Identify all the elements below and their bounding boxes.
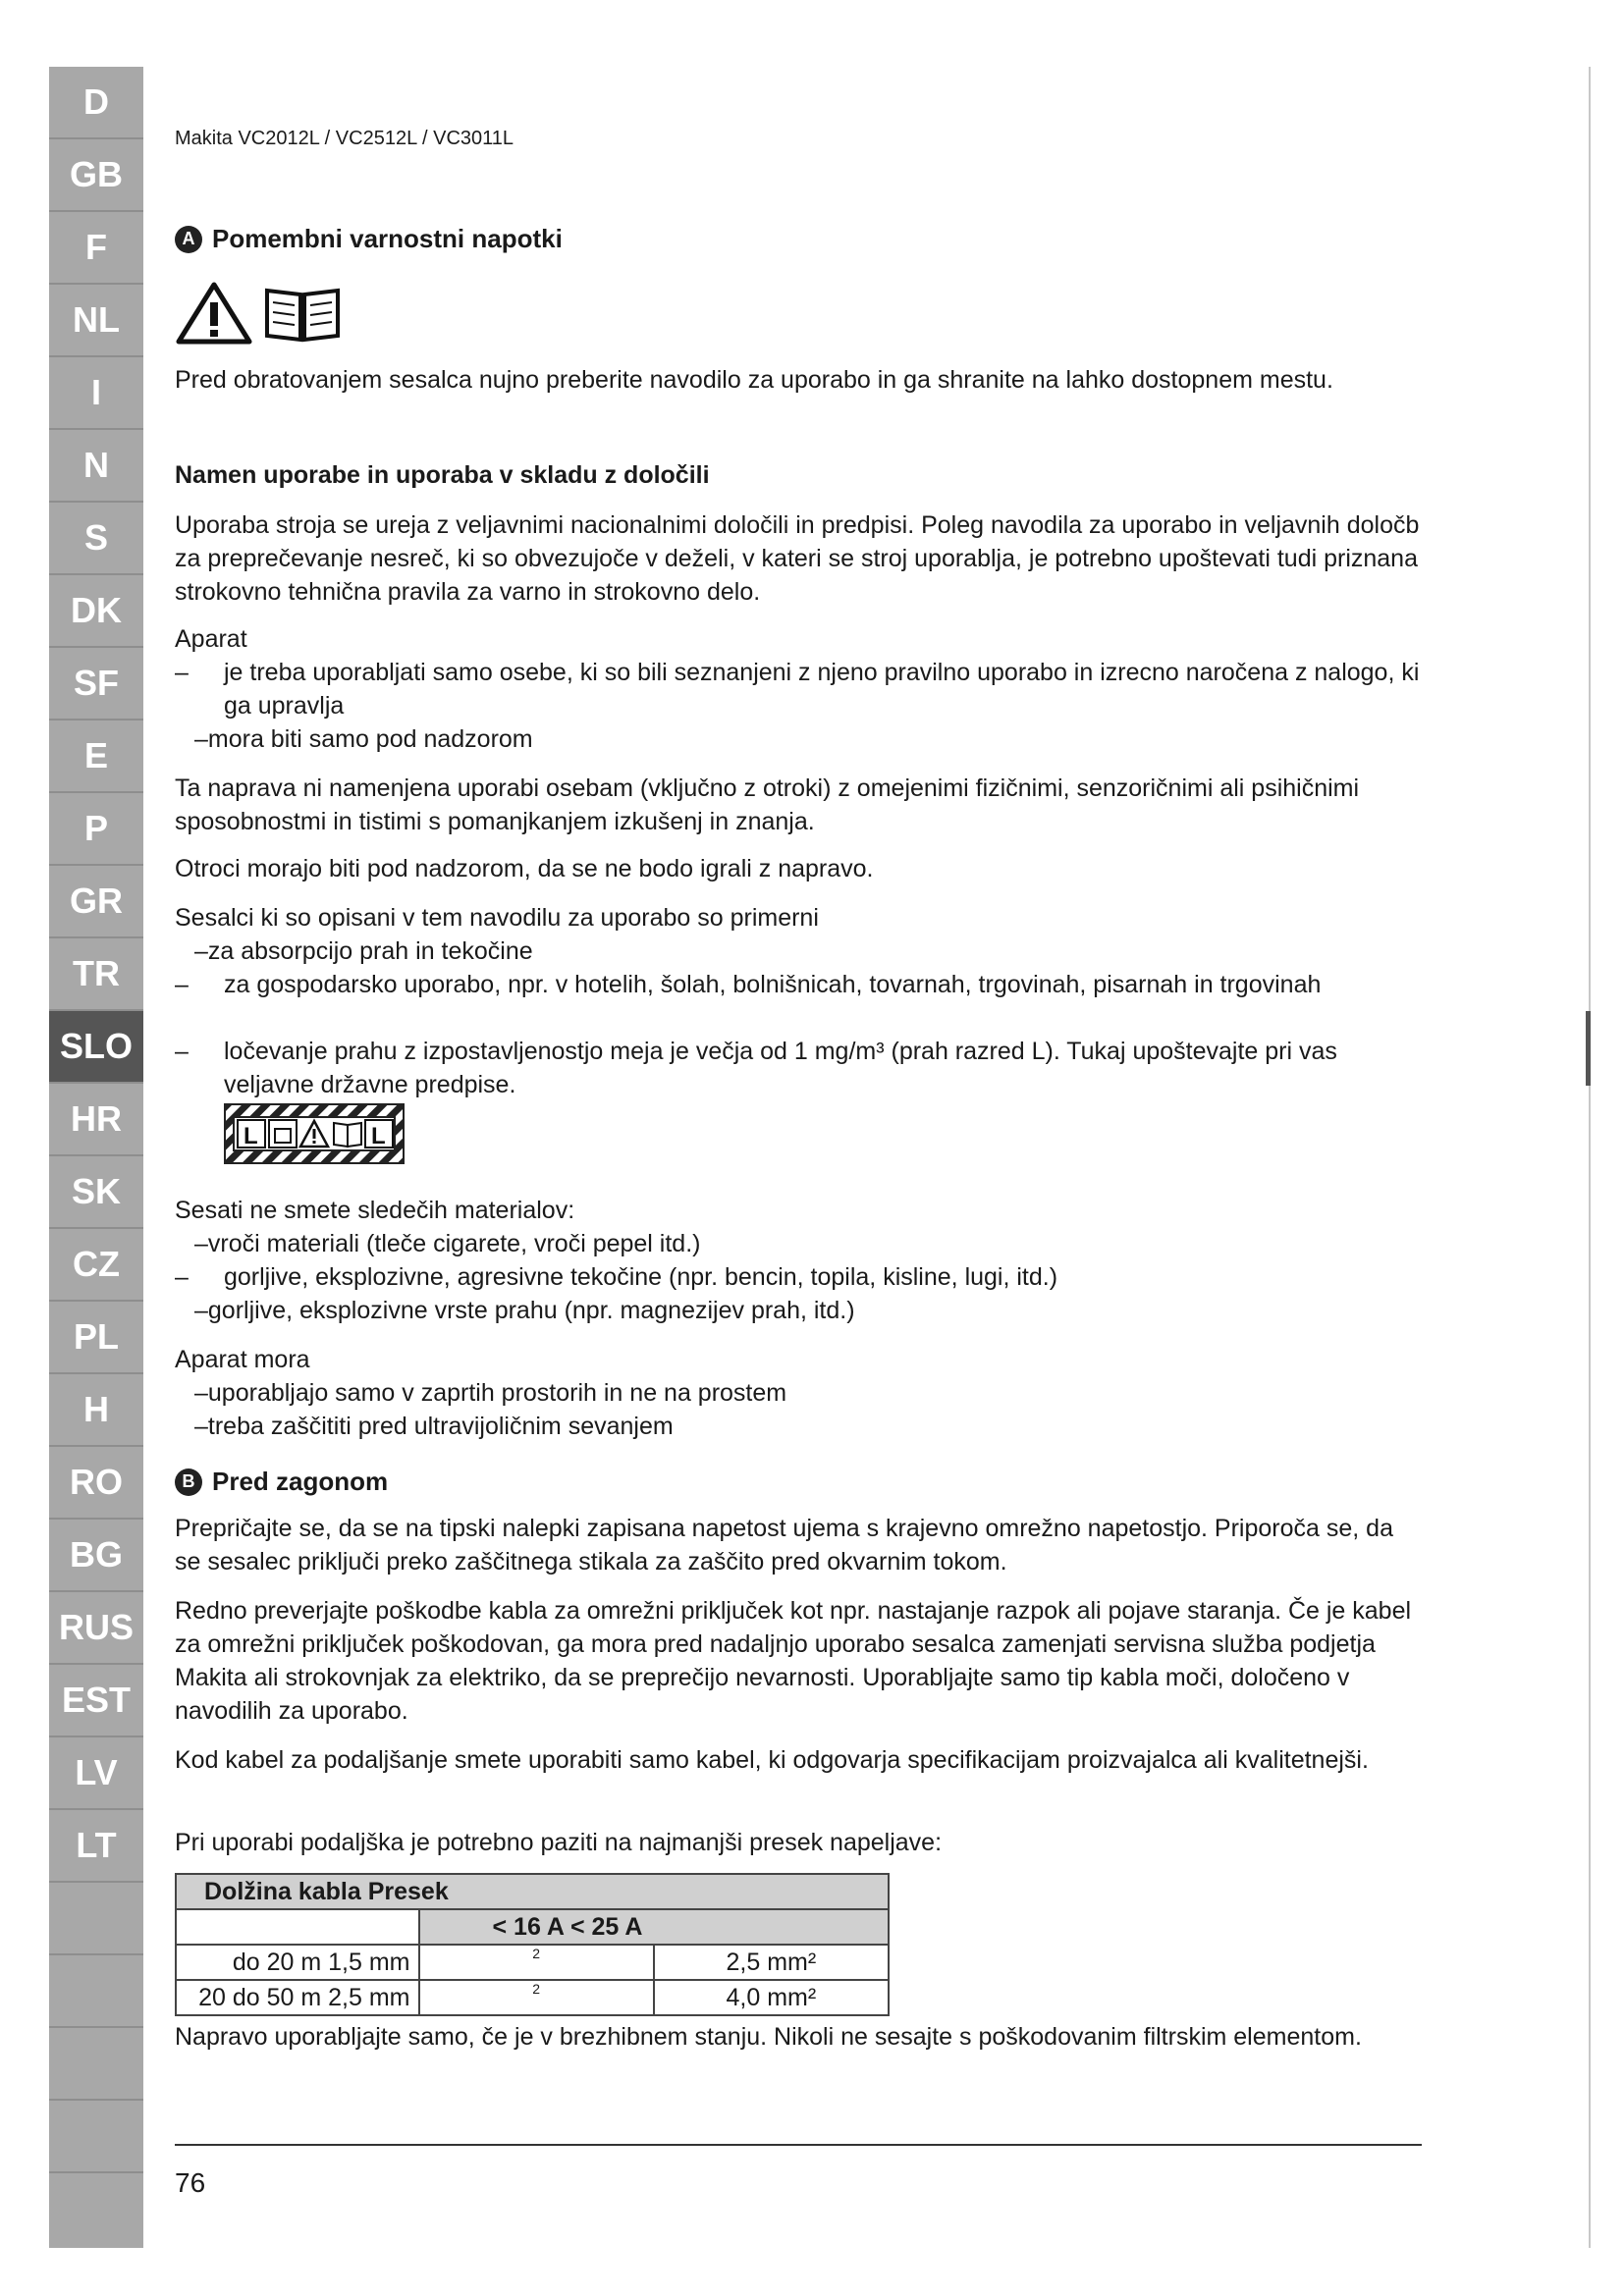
device-item-1-text: je treba uporabljati samo osebe, ki so bili seznanjeni z njeno pravilno uporabo in izrecno naročena z nalogo, ki ga upravlja	[224, 659, 1420, 720]
cable-section-table	[175, 1873, 890, 2016]
lang-tab-blank	[49, 1955, 143, 2028]
lang-tab-blank	[49, 1883, 143, 1955]
suitable-intro: Sesalci ki so opisani v tem navodilu za uporabo so primerni	[175, 904, 819, 932]
table-row-2-section: 4,0 mm²	[654, 1980, 889, 2015]
not-suck-intro: Sesati ne smete sledečih materialov:	[175, 1197, 575, 1224]
section-b-paragraph-1: Prepričajte se, da se na tipski nalepki zapisana napetost ujema s krajevno omrežno napetostjo. Priporoča se, da se sesalec priključi preko zaščitnega stikala za zaščito pred okvarnim tokom.	[175, 1515, 1393, 1575]
lang-tab-h[interactable]: H	[49, 1374, 143, 1447]
svg-text:L: L	[244, 1123, 258, 1149]
lang-tab-blank	[49, 2028, 143, 2101]
lang-tab-sk[interactable]: SK	[49, 1156, 143, 1229]
lang-tab-blank	[49, 2173, 143, 2246]
warning-triangle-icon	[175, 281, 253, 346]
lang-tab-ro[interactable]: RO	[49, 1447, 143, 1520]
not-intended-paragraph: Ta naprava ni namenjena uporabi osebam (vključno z otroki) z omejenimi fizičnimi, senzoričnimi ali psihičnimi sposobnostmi in tistimi s pomanjkanjem izkušenj in znanja.	[175, 774, 1360, 835]
section-b-title-text: Pred zagonom	[212, 1467, 389, 1496]
device-label: Aparat	[175, 625, 247, 653]
lang-tab-rus[interactable]: RUS	[49, 1592, 143, 1665]
lang-tab-blank	[49, 2101, 143, 2173]
lang-tab-bg[interactable]: BG	[49, 1520, 143, 1592]
lang-tab-f[interactable]: F	[49, 212, 143, 285]
suitable-item-2-text: za gospodarsko uporabo, npr. v hotelih, šolah, bolnišnicah, tovarnah, trgovinah, pisarnah in trgovinah	[224, 971, 1322, 998]
usage-paragraph: Uporaba stroja se ureja z veljavnimi nacionalnimi določili in predpisi. Poleg navodila za uporabo in veljavnih določb za preprečevanje nesreč, ki so obvezujoče v deželi, v kateri se stroj uporablja, je potrebno upoštevati tudi priznana strokovno tehnična pravila za varno in strokovno delo.	[175, 511, 1420, 606]
lang-tab-pl[interactable]: PL	[49, 1302, 143, 1374]
lang-tab-gr[interactable]: GR	[49, 866, 143, 938]
suitable-item-1: –za absorpcijo prah in tekočine	[194, 937, 533, 965]
table-row-2-sup: 2	[419, 1980, 654, 2015]
not-suck-item-3: –gorljive, eksplozivne vrste prahu (npr. magnezijev prah, itd.)	[194, 1297, 855, 1324]
must-item-1: –uporabljajo samo v zaprtih prostorih in ne na prostem	[194, 1379, 787, 1407]
table-row-2-length: 20 do 50 m 2,5 mm	[176, 1980, 419, 2015]
lang-tab-nl[interactable]: NL	[49, 285, 143, 357]
table-row-1-sup: 2	[419, 1945, 654, 1980]
final-paragraph: Napravo uporabljajte samo, če je v brezhibnem stanju. Nikoli ne sesajte s poškodovanim filtrskim elementom.	[175, 2023, 1362, 2051]
dust-class-l-icon	[224, 1103, 405, 1164]
safety-icons	[175, 281, 344, 346]
lang-tab-gb[interactable]: GB	[49, 139, 143, 212]
section-b-badge: B	[175, 1468, 202, 1496]
section-b-paragraph-2: Redno preverjajte poškodbe kabla za omrežni priključek kot npr. nastajanje razpok ali pojave staranja. Če je kabel za omrežni priključek poškodovan, ga mora pred nadaljnjo uporabo sesalca zamenjati servisna služba podjetja Makita ali strokovnjak za elektriko, da se preprečijo nevarnosti. Uporabljajte samo tip kabla moči, določeno v navodilih za uporabo.	[175, 1597, 1412, 1725]
lang-tab-i[interactable]: I	[49, 357, 143, 430]
table-header-1: Dolžina kabla Presek	[176, 1874, 889, 1909]
lang-tab-tr[interactable]: TR	[49, 938, 143, 1011]
dust-class-l-label	[224, 1103, 405, 1169]
lang-tab-lt[interactable]: LT	[49, 1810, 143, 1883]
lang-tab-cz[interactable]: CZ	[49, 1229, 143, 1302]
section-a-title-text: Pomembni varnostni napotki	[212, 224, 563, 253]
table-row-1-length: do 20 m 1,5 mm	[176, 1945, 419, 1980]
not-suck-item-1: –vroči materiali (tleče cigarete, vroči pepel itd.)	[194, 1230, 701, 1257]
intro-paragraph: Pred obratovanjem sesalca nujno preberite navodilo za uporabo in ga shranite na lahko dostopnem mestu.	[175, 366, 1333, 394]
section-a-badge: A	[175, 226, 202, 253]
right-edge-marker	[1586, 1011, 1591, 1086]
usage-heading: Namen uporabe in uporaba v skladu z določili	[175, 461, 710, 489]
lang-tab-lv[interactable]: LV	[49, 1737, 143, 1810]
lang-tab-d[interactable]: D	[49, 67, 143, 139]
lang-tab-est[interactable]: EST	[49, 1665, 143, 1737]
lang-tab-slo[interactable]: SLO	[49, 1011, 143, 1084]
section-b-paragraph-3: Kod kabel za podaljšanje smete uporabiti samo kabel, ki odgovarja specifikacijam proizvajalca ali kvalitetnejši.	[175, 1746, 1369, 1774]
table-header-2: < 16 A < 25 A	[419, 1909, 890, 1945]
lang-tab-e[interactable]: E	[49, 721, 143, 793]
lang-tab-p[interactable]: P	[49, 793, 143, 866]
must-item-2: –treba zaščititi pred ultravijoličnim sevanjem	[194, 1413, 674, 1440]
lang-tab-hr[interactable]: HR	[49, 1084, 143, 1156]
manual-book-icon	[261, 281, 344, 346]
model-header: Makita VC2012L / VC2512L / VC3011L	[175, 128, 514, 149]
suitable-item-3-text: ločevanje prahu z izpostavljenostjo meja je večja od 1 mg/m³ (prah razred L). Tukaj upoštevajte pri vas veljavne državne predpise.	[224, 1038, 1337, 1098]
section-b-paragraph-4: Pri uporabi podaljška je potrebno paziti na najmanjši presek napeljave:	[175, 1829, 943, 1856]
page-number: 76	[175, 2167, 206, 2198]
section-b-title	[175, 1467, 388, 1497]
right-edge-rule	[1589, 67, 1591, 2248]
svg-text:L: L	[371, 1123, 386, 1149]
not-suck-item-2-text: gorljive, eksplozivne, agresivne tekočine (npr. bencin, topila, kisline, lugi, itd.)	[224, 1263, 1058, 1291]
table-row-1-section: 2,5 mm²	[654, 1945, 889, 1980]
device-item-2: –mora biti samo pod nadzorom	[194, 725, 533, 753]
lang-tab-s[interactable]: S	[49, 503, 143, 575]
table-header-2-spacer	[176, 1909, 419, 1945]
lang-tab-n[interactable]: N	[49, 430, 143, 503]
children-paragraph: Otroci morajo biti pod nadzorom, da se ne bodo igrali z napravo.	[175, 855, 874, 882]
language-sidebar	[49, 67, 143, 2248]
lang-tab-dk[interactable]: DK	[49, 575, 143, 648]
lang-tab-sf[interactable]: SF	[49, 648, 143, 721]
must-intro: Aparat mora	[175, 1346, 310, 1373]
footer-rule	[175, 2144, 1422, 2146]
section-a-title	[175, 224, 563, 254]
